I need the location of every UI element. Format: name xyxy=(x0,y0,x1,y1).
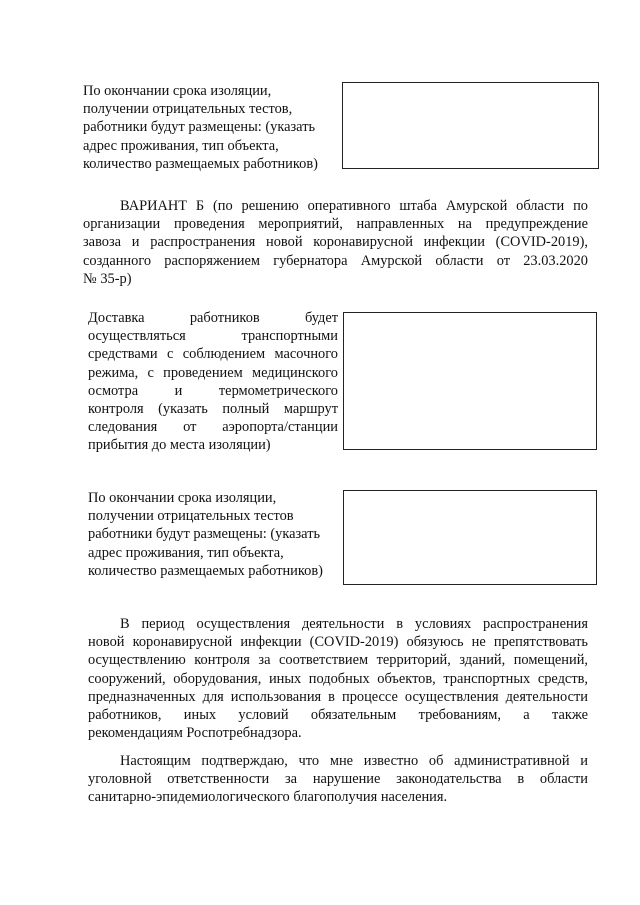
text-line: предназначенных для использования в процессе осуществления деятельности xyxy=(88,688,588,705)
text-line: работники будут размещены: (указать xyxy=(88,526,321,543)
text-line: По окончании срока изоляции, xyxy=(88,490,277,506)
text-line: адрес проживания, тип объекта, xyxy=(83,137,279,154)
accommodation-input-box-1[interactable] xyxy=(342,82,599,169)
text-line: рекомендациям Роспотребнадзора. xyxy=(88,725,302,742)
text-line: уголовной ответственности за нарушение законодательства в области xyxy=(88,771,588,788)
text-line: новой коронавирусной инфекции (COVID-2019) обязуюсь не препятствовать xyxy=(88,634,588,651)
text-line: работников, иных условий обязательным требованиям, а также xyxy=(88,707,588,724)
text-line: санитарно-эпидемиологического благополучия населения. xyxy=(88,789,448,806)
text-line: Доставка работников будет xyxy=(88,310,338,326)
text-line: № 35-р) xyxy=(83,270,132,287)
text-line: адрес проживания, тип объекта, xyxy=(88,544,284,561)
text-line: осмотра и термометрического xyxy=(88,382,338,399)
accommodation-label-1 xyxy=(83,82,338,173)
accommodation-input-box-2[interactable] xyxy=(343,490,597,585)
text-line: следования от аэропорта/станции xyxy=(88,419,338,436)
text-line: По окончании срока изоляции, xyxy=(83,83,272,99)
text-line: осуществлению контроля за соответствием территорий, зданий, помещений, xyxy=(88,652,588,669)
text-line: В период осуществления деятельности в условиях распространения xyxy=(120,616,588,632)
confirmation-paragraph xyxy=(88,752,588,807)
obligation-paragraph xyxy=(88,615,588,742)
text-line: контроля (указать полный маршрут xyxy=(88,401,338,418)
text-line: получении отрицательных тестов xyxy=(88,508,294,525)
text-line: завоза и распространения новой коронавирусной инфекции (COVID-2019), xyxy=(83,234,588,251)
text-line: сооружений, оборудования, иных подобных объектов, транспортных средств, xyxy=(88,670,588,687)
text-line: созданного распоряжением губернатора Амурской области от 23.03.2020 xyxy=(83,252,588,269)
text-line: ВАРИАНТ Б (по решению оперативного штаба Амурской области по xyxy=(120,198,588,214)
text-line: работники будут размещены: (указать xyxy=(83,119,316,136)
text-line: прибытия до места изоляции) xyxy=(88,437,271,454)
accommodation-label-2 xyxy=(88,489,340,580)
text-line: средствами с соблюдением масочного xyxy=(88,346,338,363)
text-line: осуществляться транспортными xyxy=(88,328,338,345)
text-line: количество размещаемых работников) xyxy=(88,562,323,579)
text-line: Настоящим подтверждаю, что мне известно об административной и xyxy=(120,753,588,769)
variant-b-paragraph xyxy=(83,197,588,288)
text-line: получении отрицательных тестов, xyxy=(83,101,293,118)
delivery-label xyxy=(88,309,338,455)
text-line: режима, с проведением медицинского xyxy=(88,364,338,381)
delivery-input-box[interactable] xyxy=(343,312,597,450)
text-line: количество размещаемых работников) xyxy=(83,155,318,172)
text-line: организации проведения мероприятий, направленных на предупреждение xyxy=(83,216,588,233)
